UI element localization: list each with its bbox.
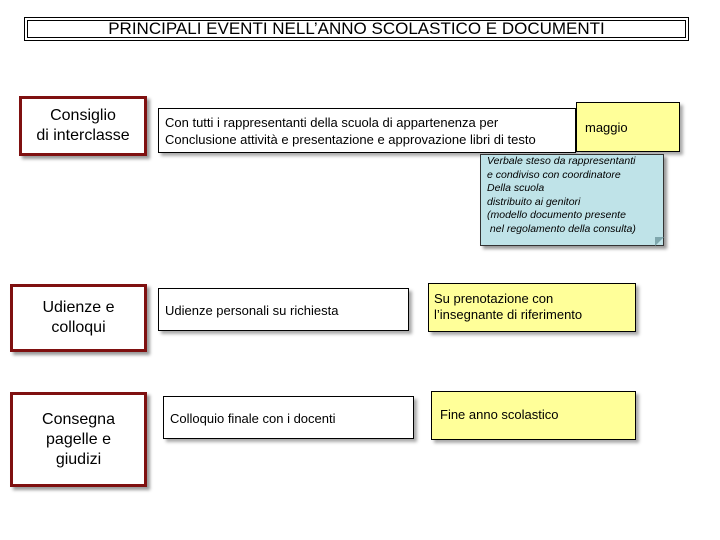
note-line: Verbale steso da rappresentanti (487, 155, 636, 167)
detail-line: Conclusione attività e presentazione e approvazione libri di testo (165, 132, 536, 147)
detail-line: Con tutti i rappresentanti della scuola di appartenenza per (165, 115, 499, 130)
note-line: nel regolamento della consulta) (487, 222, 636, 235)
category-line: Consegna (42, 410, 115, 428)
page-title (24, 17, 689, 41)
detail-line: Udienze personali su richiesta (165, 303, 339, 318)
detail-line: Colloquio finale con i docenti (170, 411, 336, 426)
timing-maggio (576, 102, 680, 152)
category-line: di interclasse (36, 127, 130, 144)
category-line: Udienze e (42, 299, 115, 316)
note-line: Della scuola (487, 182, 545, 194)
timing-line: maggio (585, 120, 628, 135)
timing-line: Fine anno scolastico (440, 407, 559, 422)
category-consegna-pagelle (10, 392, 147, 487)
note-line: distribuito ai genitori (487, 195, 581, 208)
category-line: giudizi (55, 450, 102, 468)
note-line: (modello documento presente (487, 209, 626, 221)
category-consiglio-interclasse (19, 96, 147, 156)
detail-udienze (158, 288, 409, 331)
title-frame (27, 20, 686, 38)
timing-prenotazione (428, 283, 636, 332)
detail-consiglio (158, 108, 576, 153)
category-line: Consiglio (50, 107, 116, 124)
category-line: pagelle e (46, 430, 111, 448)
category-udienze-colloqui (10, 284, 147, 352)
detail-colloquio-finale (163, 396, 414, 439)
verbale-note (480, 154, 664, 246)
page-title-text: PRINCIPALI EVENTI NELL’ANNO SCOLASTICO E DOCUMENTI (108, 19, 605, 38)
timing-line: Su prenotazione con (434, 291, 554, 306)
note-line: e condiviso con coordinatore (487, 168, 621, 181)
timing-line: l’insegnante di riferimento (434, 307, 583, 322)
timing-fine-anno (431, 391, 636, 440)
note-folded-corner (655, 237, 664, 246)
category-line: colloqui (51, 319, 106, 336)
